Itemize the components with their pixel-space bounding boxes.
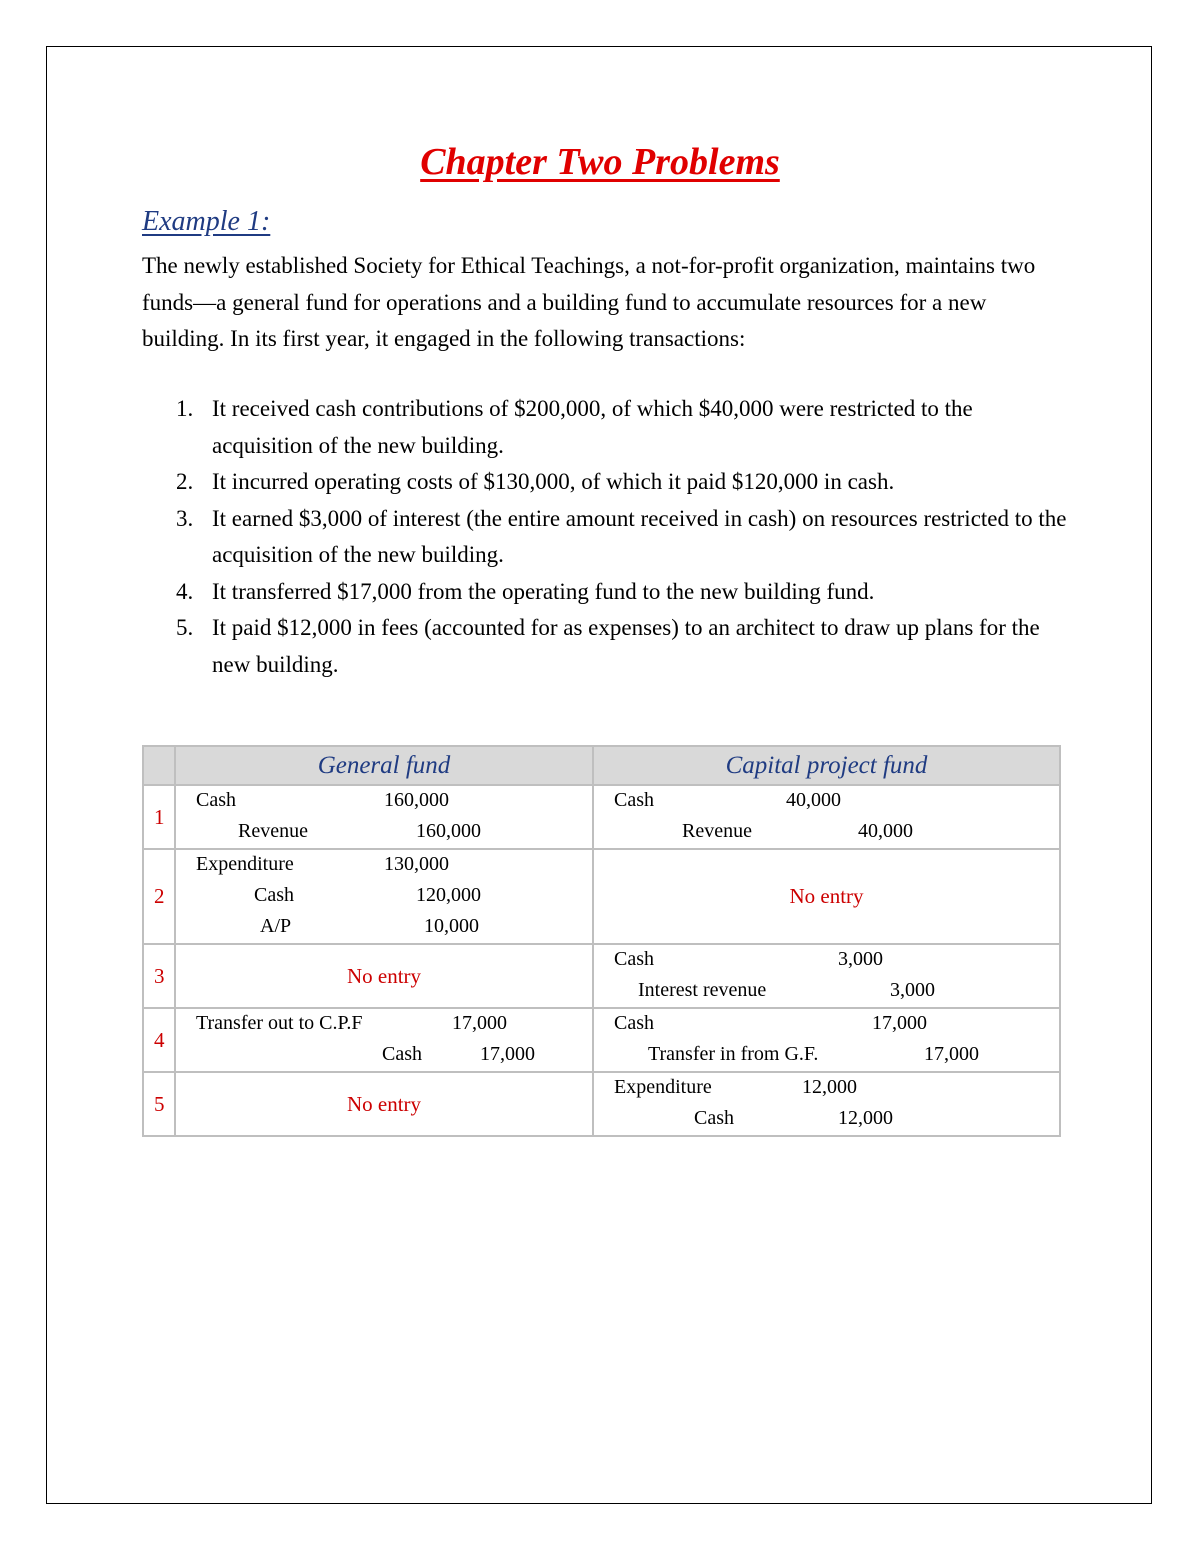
account-name: Expenditure	[614, 1076, 712, 1098]
no-entry-cell: No entry	[175, 944, 593, 1008]
account-name: Cash	[254, 884, 294, 906]
amount: 3,000	[838, 948, 883, 970]
account-name: Expenditure	[196, 853, 294, 875]
intro-paragraph: The newly established Society for Ethical Teachings, a not-for-profit organization, maintains two funds—a general fund for operations and a building fund to accumulate resources for a new building. In its first year, it engaged in the following transactions:	[142, 253, 1036, 351]
list-item	[142, 574, 1072, 611]
amount: 17,000	[452, 1012, 507, 1034]
row-number: 5	[143, 1072, 175, 1136]
amount: 17,000	[924, 1043, 979, 1065]
row-number: 2	[143, 849, 175, 944]
amount: 3,000	[890, 979, 935, 1001]
amount: 40,000	[786, 789, 841, 811]
amount: 120,000	[416, 884, 481, 906]
list-item-text: It received cash contributions of $200,000, of which $40,000 were restricted to the acquisition of the new building.	[212, 396, 973, 458]
no-entry-cell: No entry	[175, 1072, 593, 1136]
account-name: Cash	[614, 948, 654, 970]
account-name: A/P	[260, 915, 292, 937]
table-header-row	[143, 746, 1060, 785]
transaction-list	[142, 391, 1072, 683]
header-number-cell	[143, 746, 175, 785]
example-label: Example 1:	[142, 206, 271, 237]
general-fund-entry	[175, 1008, 593, 1072]
general-fund-entry	[175, 849, 593, 944]
amount: 160,000	[416, 820, 481, 842]
list-item-number: 4.	[176, 578, 194, 604]
amount: 17,000	[480, 1043, 535, 1065]
amount: 17,000	[872, 1012, 927, 1034]
table-row	[143, 849, 1060, 944]
list-item-number: 1.	[176, 396, 194, 421]
list-item-text: It paid $12,000 in fees (accounted for as expenses) to an architect to draw up plans for the new building.	[212, 615, 1040, 677]
account-name: Interest revenue	[638, 979, 767, 1001]
account-name: Revenue	[682, 820, 752, 842]
table-row	[143, 944, 1060, 1008]
amount: 40,000	[858, 820, 913, 842]
capital-fund-entry	[593, 785, 1060, 849]
list-item	[142, 610, 1072, 683]
row-number: 3	[143, 944, 175, 1008]
list-item-text: It earned $3,000 of interest (the entire amount received in cash) on resources restricted to the acquisition of the new building.	[212, 505, 1067, 567]
header-capital-project-fund: Capital project fund	[593, 746, 1060, 785]
list-item	[142, 391, 1072, 464]
account-name: Cash	[614, 1012, 654, 1034]
account-name: Revenue	[238, 820, 308, 842]
table-row	[143, 1008, 1060, 1072]
general-fund-entry	[175, 785, 593, 849]
list-item-text: It transferred $17,000 from the operating fund to the new building fund.	[212, 578, 875, 604]
account-name: Transfer in from G.F.	[648, 1043, 819, 1065]
list-item-text: It incurred operating costs of $130,000, of which it paid $120,000 in cash.	[212, 469, 895, 494]
row-number: 4	[143, 1008, 175, 1072]
list-item	[142, 464, 1072, 501]
list-item-number: 2.	[176, 469, 194, 494]
account-name: Cash	[196, 789, 236, 811]
account-name: Transfer out to C.P.F	[196, 1012, 363, 1034]
page-title: Chapter Two Problems	[420, 141, 780, 183]
table-row	[143, 785, 1060, 849]
amount: 130,000	[384, 853, 449, 875]
amount: 12,000	[802, 1076, 857, 1098]
table-row	[143, 1072, 1060, 1136]
capital-fund-entry	[593, 1072, 1060, 1136]
header-general-fund: General fund	[175, 746, 593, 785]
list-item-number: 5.	[176, 615, 194, 640]
account-name: Cash	[382, 1043, 422, 1065]
journal-entries-table	[142, 745, 1061, 1137]
capital-fund-entry	[593, 944, 1060, 1008]
row-number: 1	[143, 785, 175, 849]
account-name: Cash	[614, 789, 654, 811]
amount: 160,000	[384, 789, 449, 811]
capital-fund-entry	[593, 1008, 1060, 1072]
list-item-number: 3.	[176, 505, 194, 531]
amount: 12,000	[838, 1107, 893, 1129]
amount: 10,000	[424, 915, 479, 937]
account-name: Cash	[694, 1107, 734, 1129]
list-item	[142, 501, 1072, 574]
no-entry-cell: No entry	[593, 849, 1060, 944]
